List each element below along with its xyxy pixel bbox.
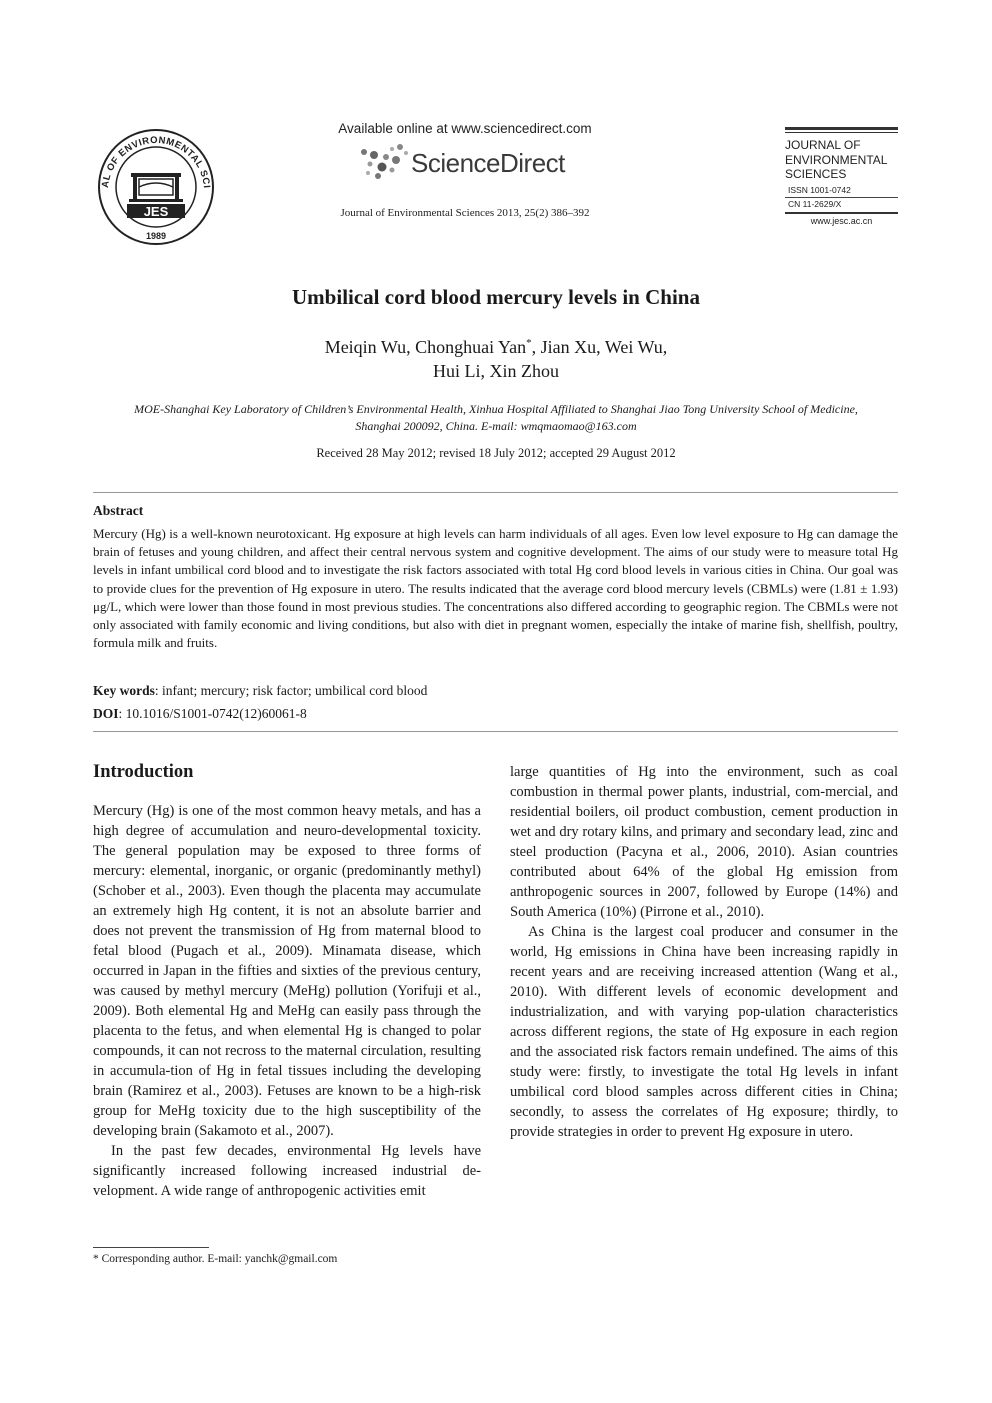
body-column-right bbox=[510, 762, 898, 1142]
journal-box-rule bbox=[785, 197, 898, 198]
divider-top bbox=[93, 492, 898, 493]
journal-name-line2: ENVIRONMENTAL bbox=[785, 152, 888, 167]
journal-seal-logo bbox=[93, 127, 219, 247]
authors-line2: Hui Li, Xin Zhou bbox=[433, 361, 559, 381]
authors-part-b: , Jian Xu, Wei Wu, bbox=[531, 337, 668, 357]
keywords-label: Key words bbox=[93, 683, 155, 698]
body-column-left bbox=[93, 760, 481, 1201]
journal-cn: CN 11-2629/X bbox=[788, 198, 842, 209]
footnote-rule bbox=[93, 1247, 209, 1248]
intro-paragraph-2-continued: large quantities of Hg into the environment, such as coal combustion in thermal power plants, industrial, com-mercial, and residential boilers, oil product combustion, cement production in wet and dry rotary kilns, and primary and secondary lead, zinc and steel production (Pacyna et al., 2006, 2010). Asian countries contributed about 64% of the global Hg emission from anthropogenic sources in 2007, followed by Europe (14%) and South America (10%) (Pirrone et al., 2010). bbox=[510, 764, 898, 920]
sciencedirect-wordmark: ScienceDirect bbox=[411, 148, 565, 178]
abstract-text: Mercury (Hg) is a well-known neurotoxicant. Hg exposure at high levels can harm individuals of all ages. Even low level exposure to Hg can damage the brain of fetuses and young children, and affect their central nervous system and cognitive development. The aims of our study were to measure total Hg levels in infant umbilical cord blood and to investigate the risk factors associated with total Hg cord blood levels in various cities in China. Our goal was to provide clues for the prevention of Hg exposure in utero. The results indicated that the average cord blood mercury levels (CBMLs) were (1.81 ± 1.93) μg/L, which were lower than those found in most previous studies. The concentrations also differed according to geographic region. The CBMLs were not only associated with family economic and living conditions, but also with diet in pregnant women, especially the intake of marine fish, shellfish, poultry, formula milk and fruits. bbox=[93, 526, 898, 651]
corresponding-author-footnote: * Corresponding author. E-mail: yanchk@gmail.com bbox=[93, 1253, 338, 1265]
author-list bbox=[0, 331, 992, 383]
available-online-text: Available online at www.sciencedirect.com bbox=[338, 121, 592, 136]
affiliation-line2: Shanghai 200092, China. E-mail: wmqmaomao@163.com bbox=[355, 419, 637, 433]
keywords-value: : infant; mercury; risk factor; umbilical cord blood bbox=[154, 683, 428, 698]
journal-name bbox=[785, 138, 898, 182]
doi-value: : 10.1016/S1001-0742(12)60061-8 bbox=[118, 706, 307, 721]
article-dates: Received 28 May 2012; revised 18 July 2012; accepted 29 August 2012 bbox=[316, 446, 676, 460]
intro-paragraph-1: Mercury (Hg) is one of the most common heavy metals, and has a high degree of accumulation and neuro-developmental toxicity. The general population may be exposed to three forms of mercury: elemental, inorganic, or organic (predominantly methyl) (Schober et al., 2003). Even though the placenta may accumulate an extremely high Hg content, it is not an absolute barrier and does not prevent the transmission of Hg from maternal blood to fetal blood (Pugach et al., 2009). Minamata disease, which occurred in Japan in the fifties and sixties of the previous century, was caused by methyl mercury (MeHg) pollution (Yorifuji et al., 2009). Both elemental Hg and MeHg can easily pass through the placenta to the fetus, and when elemental Hg is changed to polar compounds, it can not recross to the maternal circulation, resulting in accumula-tion of Hg in fetal tissues including the developing brain (Ramirez et al., 2003). Fetuses are known to be a high-risk group for MeHg toxicity due to the high susceptibility of the developing brain (Sakamoto et al., 2007). bbox=[93, 803, 481, 1139]
journal-citation: Journal of Environmental Sciences 2013, 25(2) 386–392 bbox=[340, 207, 590, 219]
doi-label: DOI bbox=[93, 706, 119, 721]
authors-part-a: Meiqin Wu, Chonghuai Yan bbox=[324, 337, 527, 357]
logo-year-text: 1989 bbox=[145, 231, 167, 241]
affiliation bbox=[93, 401, 899, 435]
journal-website: www.jesc.ac.cn bbox=[810, 215, 873, 226]
journal-name-line1: JOURNAL OF bbox=[785, 138, 861, 152]
logo-ring-text: AL OF ENVIRONMENTAL SCI bbox=[100, 134, 212, 189]
logo-jes-text: JES bbox=[143, 204, 169, 219]
abstract-heading: Abstract bbox=[93, 503, 144, 518]
keywords bbox=[93, 683, 427, 699]
journal-name-line3: SCIENCES bbox=[785, 167, 847, 181]
intro-paragraph-3: As China is the largest coal producer and consumer in the world, Hg emissions in China have been increasing rapidly in recent years and are receiving increased attention (Wang et al., 2010). With different levels of economic development and industrialization, and with varying pop-ulation characteristics across different regions, the state of Hg exposure in each region and the associated risk factors remain undefined. The aims of this study were: firstly, to investigate the total Hg levels in infant umbilical cord blood samples across different cities in China; secondly, to assess the correlates of Hg exposure; thirdly, to provide strategies in order to prevent Hg exposure in utero. bbox=[510, 924, 898, 1140]
divider-bottom bbox=[93, 731, 898, 732]
journal-issn: ISSN 1001-0742 bbox=[788, 184, 851, 195]
journal-box-bottom-rule bbox=[785, 212, 898, 214]
doi bbox=[93, 706, 307, 722]
affiliation-line1: MOE-Shanghai Key Laboratory of Children’s Environmental Health, Xinhua Hospital Affiliated to Shanghai Jiao Tong University School of Medicine, bbox=[134, 402, 858, 416]
journal-info-box bbox=[785, 127, 898, 226]
journal-box-top-rule bbox=[785, 127, 898, 133]
intro-paragraph-2: In the past few decades, environmental Hg levels have significantly increased following increased industrial de-velopment. A wide range of anthropogenic activities emit bbox=[93, 1143, 481, 1199]
introduction-heading: Introduction bbox=[93, 762, 194, 782]
article-title: Umbilical cord blood mercury levels in China bbox=[292, 285, 700, 309]
corresponding-star: * bbox=[526, 337, 532, 349]
